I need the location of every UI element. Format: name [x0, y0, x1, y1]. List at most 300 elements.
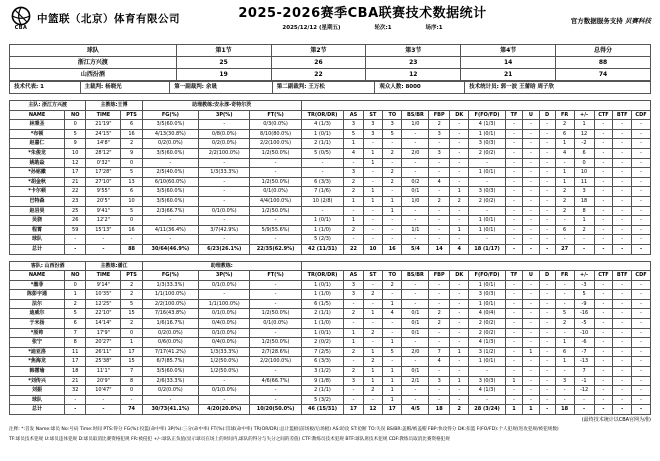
- cell: -: [450, 139, 469, 149]
- table-row: [10, 386, 651, 396]
- cell: -: [450, 367, 469, 377]
- cell: 6/23(26.1%): [199, 244, 250, 254]
- cell: -: [450, 338, 469, 348]
- cell: 1: [450, 347, 469, 357]
- cell: 4: [383, 309, 402, 319]
- cell: -: [539, 328, 555, 338]
- cell: -: [523, 367, 539, 377]
- cell: 1/2(50.0%): [250, 177, 301, 187]
- league-brand: [9, 6, 224, 30]
- cell: 2: [574, 225, 594, 235]
- totals-row: [10, 244, 651, 254]
- cell: -: [505, 196, 523, 206]
- cell: -: [594, 158, 613, 168]
- cell: 9'55": [86, 187, 121, 197]
- cell: 46 (15/31): [301, 405, 344, 415]
- cell: -: [344, 235, 363, 245]
- cell: 2: [555, 196, 574, 206]
- column-header: FG(%): [142, 271, 198, 281]
- cell: -: [363, 139, 382, 149]
- cell: 1: [344, 196, 363, 206]
- away-assistant-label: 助理教练:: [142, 261, 301, 271]
- cell: 12'2": [86, 216, 121, 226]
- cell: 1: [363, 376, 382, 386]
- title-block: [224, 6, 501, 31]
- cell: -: [539, 196, 555, 206]
- cell: 0/1: [402, 309, 429, 319]
- cell: 7: [65, 328, 86, 338]
- cell: 6 (1/5): [301, 299, 344, 309]
- cell: -: [632, 386, 651, 396]
- cell: -: [594, 357, 613, 367]
- table-row: [10, 395, 651, 405]
- cell: -: [469, 235, 505, 245]
- cell: -: [539, 386, 555, 396]
- column-header: 第4节: [461, 45, 556, 57]
- cell: -: [523, 168, 539, 178]
- cell: -: [539, 405, 555, 415]
- cell: 1/1(100.0%): [142, 290, 198, 300]
- cell: -: [121, 235, 142, 245]
- cell: -: [199, 196, 250, 206]
- cell: -: [505, 347, 523, 357]
- cell: -2: [574, 139, 594, 149]
- cell: 1: [363, 367, 382, 377]
- cell: -: [383, 158, 402, 168]
- cell: 1 (0/1): [469, 280, 505, 290]
- cell: 2/2(100.0%): [250, 139, 301, 149]
- cell: -: [632, 129, 651, 139]
- away-header-spacer: [301, 261, 650, 271]
- cell: 3: [574, 187, 594, 197]
- cell: 林秉圣: [10, 120, 65, 130]
- cell: -: [613, 206, 632, 216]
- cell: *朱俊龙: [10, 148, 65, 158]
- cell: 1: [555, 139, 574, 149]
- column-header: NO: [65, 271, 86, 281]
- cell: 2: [383, 177, 402, 187]
- column-header: 球队: [10, 45, 177, 57]
- cell: 1: [363, 196, 382, 206]
- cell: 1 (1/0): [301, 225, 344, 235]
- table-row: [10, 299, 651, 309]
- cell: -: [613, 280, 632, 290]
- cell: 16: [121, 129, 142, 139]
- cell: -: [505, 177, 523, 187]
- cell: -: [594, 177, 613, 187]
- cell: 6: [555, 225, 574, 235]
- cell: -: [429, 290, 450, 300]
- cell: 27'10": [86, 177, 121, 187]
- cell: 1 (1/0): [301, 290, 344, 300]
- cell: 9'41": [86, 206, 121, 216]
- cell: -: [199, 376, 250, 386]
- cell: 1/3(33.3%): [142, 280, 198, 290]
- column-header: +/-: [574, 110, 594, 120]
- cell: -: [523, 386, 539, 396]
- cell: 1: [344, 139, 363, 149]
- table-row: [10, 235, 651, 245]
- cell: -: [523, 319, 539, 329]
- column-header: ST: [363, 271, 382, 281]
- cell: 9 (1/8): [301, 376, 344, 386]
- column-header: NAME: [10, 271, 65, 281]
- cell: 1/2(50.0%): [250, 338, 301, 348]
- cell: 4/6(66.7%): [250, 376, 301, 386]
- score-header-row: [10, 45, 651, 57]
- cell: 1: [450, 225, 469, 235]
- cell: -: [594, 347, 613, 357]
- cell: -: [142, 216, 198, 226]
- cell: -: [505, 187, 523, 197]
- cell: 6: [555, 129, 574, 139]
- cell: -: [65, 405, 86, 415]
- cell: -: [450, 216, 469, 226]
- cell: 5: [121, 206, 142, 216]
- cell: -: [613, 148, 632, 158]
- cell: -: [363, 216, 382, 226]
- cell: -: [383, 139, 402, 149]
- cell: 0: [121, 216, 142, 226]
- cell: 1/2(50.0%): [199, 367, 250, 377]
- cell: 2 (0/2): [301, 338, 344, 348]
- cell: -: [469, 367, 505, 377]
- cell: -: [65, 235, 86, 245]
- cell: 5: [383, 129, 402, 139]
- cell: -13: [574, 357, 594, 367]
- cell: 2: [383, 148, 402, 158]
- official-cell: 主裁判: 杨晓光: [80, 82, 170, 94]
- cell: -: [250, 395, 301, 405]
- cell: -: [613, 158, 632, 168]
- cell: 74: [556, 69, 651, 81]
- cell: 2: [121, 319, 142, 329]
- cell: -6: [574, 338, 594, 348]
- cell: -: [199, 158, 250, 168]
- official-cell: 观众人数: 8000: [375, 82, 465, 94]
- cell: 4 (0/4): [469, 309, 505, 319]
- cell: 8: [574, 206, 594, 216]
- cell: 0/2(0.0%): [142, 386, 198, 396]
- cell: -12: [574, 386, 594, 396]
- cell: 2/7(28.6%): [250, 347, 301, 357]
- cell: -: [613, 299, 632, 309]
- cell: -: [402, 235, 429, 245]
- cell: 20'9": [86, 376, 121, 386]
- cell: -: [383, 225, 402, 235]
- cell: -: [594, 299, 613, 309]
- cell: -: [65, 395, 86, 405]
- cell: -: [594, 395, 613, 405]
- cell: 2: [344, 177, 363, 187]
- cell: 1 (1/0): [301, 319, 344, 329]
- cell: 14: [461, 57, 556, 69]
- cell: 1/3(33.3%): [199, 347, 250, 357]
- cell: 0/1: [402, 328, 429, 338]
- cell: -: [613, 367, 632, 377]
- cell: 19: [176, 69, 271, 81]
- cell: 0/2(0.0%): [199, 139, 250, 149]
- away-stats-table: [9, 261, 651, 416]
- column-header: ST: [363, 110, 382, 120]
- column-header: DK: [450, 110, 469, 120]
- cell: -: [450, 386, 469, 396]
- cell: 陈彭宇通: [10, 290, 65, 300]
- cell: 球队: [10, 395, 65, 405]
- cell: 22: [271, 69, 366, 81]
- cell: -: [250, 290, 301, 300]
- table-row: [10, 158, 651, 168]
- cell: -: [450, 328, 469, 338]
- cell: -: [344, 158, 363, 168]
- cell: -: [523, 235, 539, 245]
- cell: 42 (11/31): [301, 244, 344, 254]
- cell: -: [555, 158, 574, 168]
- column-header: CDF: [632, 110, 651, 120]
- cell: 14: [429, 244, 450, 254]
- table-row: [10, 290, 651, 300]
- cell: 7: [429, 347, 450, 357]
- cell: 5: [344, 129, 363, 139]
- cell: *刘传兴: [10, 376, 65, 386]
- cell: -: [632, 367, 651, 377]
- company-name: 中篮联（北京）体育有限公司: [37, 12, 180, 25]
- cell: -: [594, 280, 613, 290]
- cell: 1: [555, 177, 574, 187]
- cell: -: [523, 148, 539, 158]
- cell: -: [632, 235, 651, 245]
- data-support-credit: [501, 6, 651, 25]
- column-header: PTS: [121, 110, 142, 120]
- cell: -: [539, 158, 555, 168]
- cell: -: [523, 129, 539, 139]
- cell: 18: [65, 367, 86, 377]
- cell: 8: [65, 338, 86, 348]
- cell: -: [250, 168, 301, 178]
- cell: -: [363, 168, 382, 178]
- cell: -: [539, 376, 555, 386]
- cell: 程霄: [10, 225, 65, 235]
- cell: -: [539, 187, 555, 197]
- cell: -: [632, 187, 651, 197]
- cell: -: [383, 357, 402, 367]
- cell: -: [594, 290, 613, 300]
- cell: 5/4: [402, 244, 429, 254]
- cell: 1: [121, 338, 142, 348]
- cell: -16: [574, 309, 594, 319]
- cell: 10'35": [86, 290, 121, 300]
- cell: 20'5": [86, 196, 121, 206]
- cell: 7: [121, 367, 142, 377]
- cell: 30/73(41.1%): [142, 405, 198, 415]
- cell: -: [505, 319, 523, 329]
- cell: -: [363, 299, 382, 309]
- cell: -: [613, 196, 632, 206]
- cell: 4: [429, 357, 450, 367]
- cell: -: [363, 235, 382, 245]
- cell: 2: [363, 386, 382, 396]
- cell: 17: [65, 357, 86, 367]
- cell: 3/5(60.0%): [142, 120, 198, 130]
- cell: -3: [574, 280, 594, 290]
- cell: -: [344, 386, 363, 396]
- column-header: TO: [383, 271, 402, 281]
- cell: -: [632, 148, 651, 158]
- cell: 2: [383, 168, 402, 178]
- cell: -: [402, 216, 429, 226]
- cell: 20'27": [86, 338, 121, 348]
- cell: -: [613, 168, 632, 178]
- cell: 5: [121, 168, 142, 178]
- cell: -: [594, 367, 613, 377]
- cell: 1: [65, 290, 86, 300]
- cell: -: [539, 168, 555, 178]
- cell: -: [505, 148, 523, 158]
- cell: 5 (3/2): [301, 395, 344, 405]
- table-row: [10, 319, 651, 329]
- cell: 25: [176, 57, 271, 69]
- column-header: 3P(%): [199, 271, 250, 281]
- cell: 3 (1/2): [469, 347, 505, 357]
- cell: -: [613, 328, 632, 338]
- table-row: [10, 177, 651, 187]
- cell: -: [429, 367, 450, 377]
- cell: 2: [344, 367, 363, 377]
- cell: 1: [574, 120, 594, 130]
- cell: 1 (0/1): [469, 168, 505, 178]
- cell: 1: [450, 187, 469, 197]
- cell: 2: [555, 187, 574, 197]
- cell: -: [383, 216, 402, 226]
- cell: 24'15": [86, 129, 121, 139]
- cell: -: [539, 338, 555, 348]
- cell: -: [613, 347, 632, 357]
- cell: -: [594, 216, 613, 226]
- cell: 2: [555, 319, 574, 329]
- cell: 10 (2/8): [301, 196, 344, 206]
- cell: -: [539, 139, 555, 149]
- cell: -: [613, 395, 632, 405]
- cell: 25'38": [86, 357, 121, 367]
- cell: -: [594, 196, 613, 206]
- cell: -: [469, 206, 505, 216]
- cell: 13: [121, 177, 142, 187]
- cell: 6 (3/3): [301, 177, 344, 187]
- cell: 1/0: [402, 196, 429, 206]
- cell: -: [539, 244, 555, 254]
- cell: -: [594, 206, 613, 216]
- cell: 12: [65, 158, 86, 168]
- cell: -: [402, 338, 429, 348]
- cell: 27: [555, 244, 574, 254]
- cell: 3 (0/3): [469, 290, 505, 300]
- column-header: TR(OR/DR): [301, 271, 344, 281]
- table-row: [10, 196, 651, 206]
- cell: -: [363, 280, 382, 290]
- cell: -: [250, 328, 301, 338]
- cell: 2: [383, 280, 402, 290]
- cell: 22'10": [86, 309, 121, 319]
- cell: 3/5(60.0%): [142, 187, 198, 197]
- cell: 2: [429, 196, 450, 206]
- cell: -: [429, 235, 450, 245]
- cell: 4/11(36.4%): [142, 225, 198, 235]
- cell: -: [199, 395, 250, 405]
- cell: *胡金秋: [10, 177, 65, 187]
- cell: 0/1: [402, 319, 429, 329]
- away-column-header-row: [10, 271, 651, 281]
- cell: -: [383, 328, 402, 338]
- cell: 22: [65, 187, 86, 197]
- cell: 3/5(60.0%): [142, 196, 198, 206]
- cell: 0/8(0.0%): [199, 129, 250, 139]
- cell: -: [505, 367, 523, 377]
- cell: -: [450, 235, 469, 245]
- cell: -: [86, 395, 121, 405]
- column-header: +/-: [574, 271, 594, 281]
- cell: -: [199, 216, 250, 226]
- cell: -: [363, 177, 382, 187]
- cell: 0: [121, 158, 142, 168]
- cell: 1: [383, 196, 402, 206]
- cell: -: [199, 235, 250, 245]
- cell: -: [505, 206, 523, 216]
- table-row: [10, 148, 651, 158]
- cell: 6/7(85.7%): [142, 357, 198, 367]
- cell: 5: [121, 299, 142, 309]
- cba-logo-text: CBA: [14, 25, 28, 31]
- cell: -: [121, 395, 142, 405]
- cell: -: [523, 309, 539, 319]
- cell: -: [402, 168, 429, 178]
- cell: 0/1(0.0%): [199, 328, 250, 338]
- cell: -: [613, 309, 632, 319]
- column-header: FT(%): [250, 110, 301, 120]
- cell: -: [523, 357, 539, 367]
- cell: -: [632, 216, 651, 226]
- cell: 10: [363, 244, 382, 254]
- cell: -: [402, 280, 429, 290]
- cell: -: [632, 299, 651, 309]
- cell: -: [613, 235, 632, 245]
- cell: -: [250, 280, 301, 290]
- cell: 1 (0/1): [469, 357, 505, 367]
- cell: 韩霈瑜: [10, 367, 65, 377]
- cell: 1: [523, 347, 539, 357]
- cell: -: [523, 299, 539, 309]
- cell: 9'14": [86, 280, 121, 290]
- cell: -: [632, 347, 651, 357]
- cell: 2/2(100.0%): [199, 148, 250, 158]
- cell: 1: [344, 328, 363, 338]
- cell: 22/35(62.9%): [250, 244, 301, 254]
- cell: 3/5(60.0%): [142, 148, 198, 158]
- cell: -: [450, 168, 469, 178]
- legend-note-line2: TF:球员技术犯规 U:球员违体犯规 D:球员取消比赛资格犯规 FR:被侵犯 +/-:球队正负值(显示球员在场上的时间内,球队的得分与失分之间的差值) CTF:教练员技术犯规 BTF:球队席技术犯规 CDF:教练员取消比赛资格犯规: [9, 437, 450, 442]
- cell: 1: [383, 395, 402, 405]
- cell: -: [505, 216, 523, 226]
- cell: 11: [574, 177, 594, 187]
- cell: -: [505, 395, 523, 405]
- cell: -: [450, 299, 469, 309]
- cell: -: [594, 148, 613, 158]
- cell: 21: [461, 69, 556, 81]
- column-header: TO: [383, 110, 402, 120]
- cell: 2: [121, 139, 142, 149]
- cell: 1: [450, 376, 469, 386]
- cell: 10: [65, 148, 86, 158]
- cell: -: [142, 395, 198, 405]
